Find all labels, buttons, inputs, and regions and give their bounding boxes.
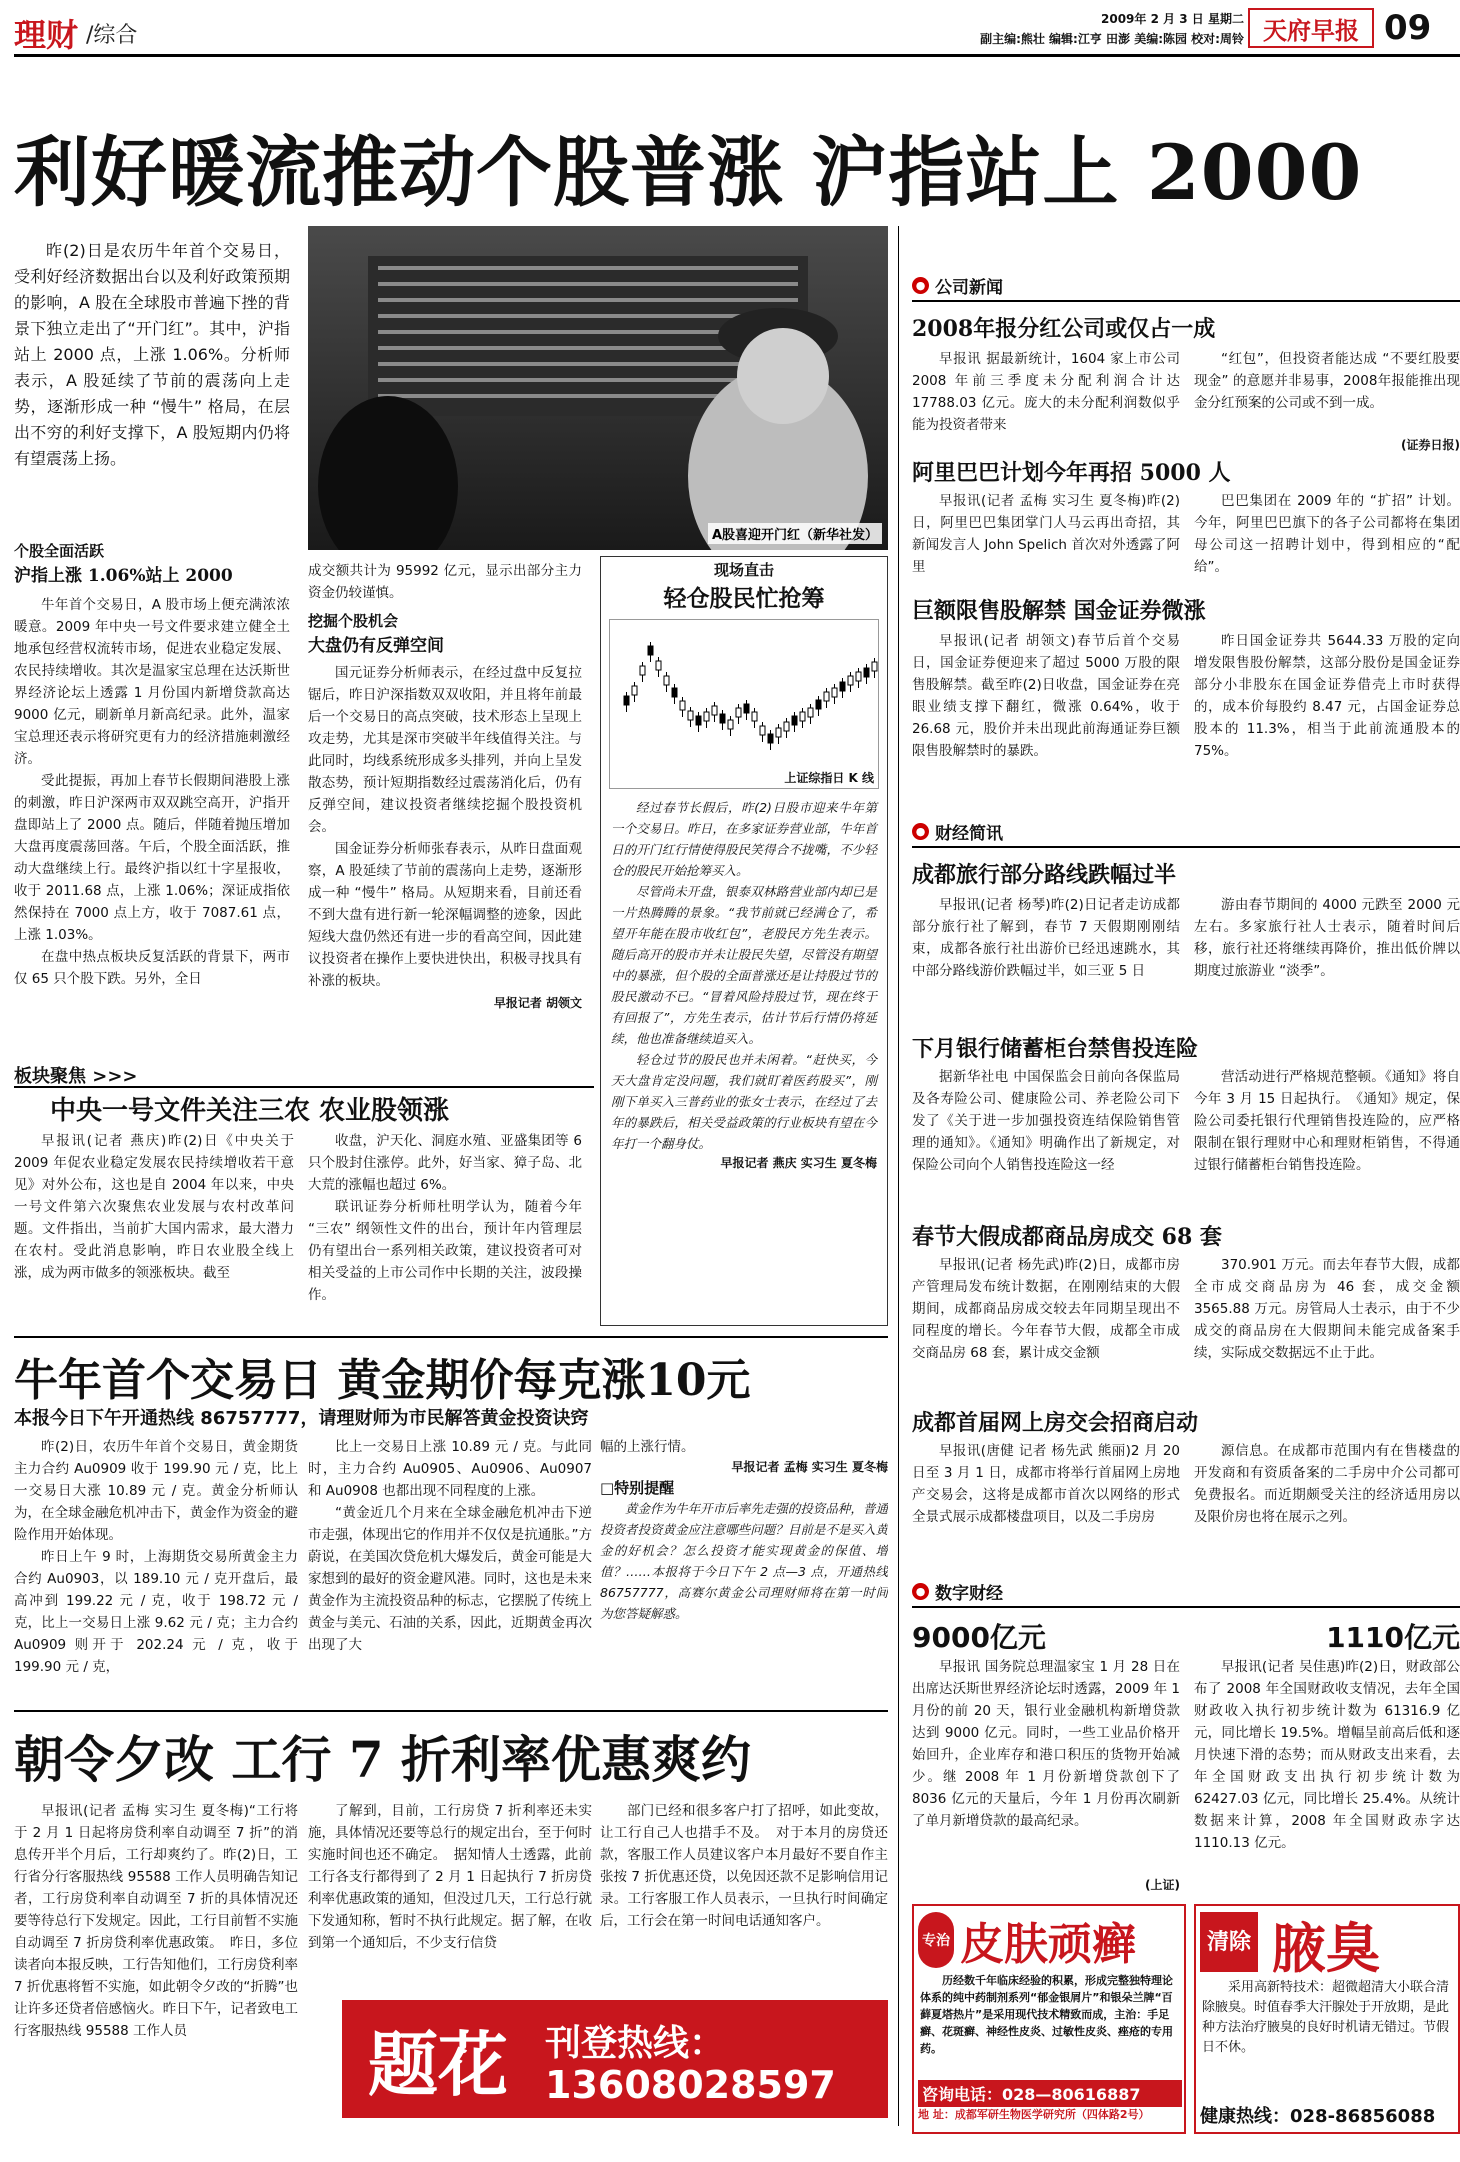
- live-paragraph: 轻仓过节的股民也并未闲着。“赶快买，今天大盘肯定没问题，我们就盯着医药股买”，刚刚下单买入三普药业的张女士表示，在经过了去年的暴跌后，相关受益政策的行业板块有望在今年打一个翻身仗。: [611, 1052, 877, 1151]
- gold-rule: [14, 1336, 888, 1338]
- candle-body: [728, 720, 733, 729]
- b2-title: 下月银行储蓄柜台禁售投连险: [912, 1036, 1199, 1062]
- photo-caption: A股喜迎开门红（新华社发）: [708, 523, 882, 544]
- a1-right: “红包”，但投资者能达成 “不要红股要现金” 的意愿并非易事，2008年报能推出现金分红预案的公司或不到一成。: [1194, 351, 1460, 411]
- odor-ad-title: 腋臭: [1272, 1916, 1380, 1980]
- b4-right: 源信息。在成都市范围内有在售楼盘的开发商和有资质备案的二手房中介公司都可免费报名。而近期颇受关注的经济适用房以及限价房也将在展示之列。: [1194, 1443, 1460, 1525]
- a2-title: 阿里巴巴计划今年再招 5000 人: [912, 460, 1231, 486]
- candle-body: [824, 692, 829, 701]
- issue-date: 2009年 2 月 3 日 星期二: [1101, 12, 1244, 26]
- sector-label: 板块聚焦 >>>: [14, 1062, 594, 1088]
- candle-body: [696, 716, 701, 725]
- icbc-column-2: 了解到，目前，工行房贷 7 折利率还未实施，具体情况还要等总行的规定出台，至于何时实施时间也还不确定。 据知情人士透露，此前工行各支行都得到了 2 月 1 日起执行 7 折房贷利率优惠政策的通知，但没过几天，工行总行就下发通知称，暂时不执行此规定。据了解，在收到第一个通知后，不少支行信贷: [308, 1803, 592, 1951]
- sub2-kicker: 挖掘个股机会: [308, 612, 399, 630]
- b3-title: 春节大假成都商品房成交 68 套: [912, 1224, 1222, 1250]
- lead-column-1: [14, 540, 290, 1060]
- sector-headline: 中央一号文件关注三农 农业股领涨: [50, 1096, 450, 1126]
- candle-body: [816, 700, 821, 709]
- company-section-title: 公司新闻: [935, 277, 1003, 298]
- sector-paragraph: 收盘，沪天化、洞庭水殖、亚盛集团等 6 只个股封住涨停。此外，好当家、獐子岛、北大荒的涨幅也超过 6%。: [308, 1133, 582, 1193]
- editor-credits: 副主编:熊壮 编辑:江亨 田澎 美编:陈园 校对:周铃: [980, 32, 1244, 46]
- stock-board-illustration: [308, 226, 888, 550]
- column-divider: [898, 226, 899, 2126]
- b4-left: 早报讯(唐健 记者 杨先武 熊丽)2 月 20 日至 3 月 1 日，成都市将举行首届网上房地产交易会，这将是成都市首次以网络的形式全景式展示成都楼盘项目，以及二手房房: [912, 1443, 1180, 1525]
- skin-ad[interactable]: [912, 1904, 1186, 2134]
- candle-body: [872, 662, 877, 671]
- a1-title: 2008年报分红公司或仅占一成: [912, 316, 1216, 342]
- candle-body: [680, 701, 685, 710]
- gold-paragraph: 比上一交易日上涨 10.89 元 / 克。与此同时，主力合约 Au0905、Au0906、Au0907 和 Au0908 也都出现不同程度的上涨。: [308, 1439, 592, 1499]
- right-column: [912, 272, 1460, 2152]
- sector-paragraph: 联讯证券分析师杜明学认为，随着今年 “三农” 纲领性文件的出台，预计年内管理层仍有望出台一系列相关政策，建议投资者可对相关受益的上市公司作中长期的关注，波段操作。: [308, 1199, 582, 1303]
- a1-left: 早报讯 据最新统计，1604 家上市公司 2008 年前三季度未分配利润合计达 17788.03 亿元。庞大的未分配利润数似乎能为投资者带来: [912, 351, 1180, 433]
- live-title: 轻仓股民忙抢筹: [663, 585, 825, 612]
- bullet-icon: ●: [912, 1583, 929, 1600]
- numbers-section-title: 数字财经: [935, 1583, 1003, 1604]
- col2-paragraph: 国金证券分析师张春表示，从昨日盘面观察，A 股延续了节前的震荡向上走势，逐渐形成一种 “慢牛” 格局。从短期来看，目前还看不到大盘有进行新一轮深幅调整的迹象，因此短线大盘仍然还有进一步的看高空间，因此建议投资者在操作上要快进快出，积极寻找具有补涨的板块。: [308, 841, 582, 989]
- live-paragraph: 尽管尚未开盘，银泰双林路营业部内却已是一片热腾腾的景象。“我节前就已经满仓了，希望开年能在股市收红包”，老股民方先生表示。随后高开的股市并未让股民失望，尽管没有期望中的暴涨，但个股的全面普涨还是让持股过节的股民激动不已。“冒着风险持股过节，现在终于有回报了”，方先生表示，估计节后行情仍将延续，他也准备继续追买入。: [611, 884, 877, 1046]
- notice-phone[interactable]: 13608028597: [545, 2063, 836, 2107]
- live-box: [600, 556, 888, 1326]
- candle-body: [776, 728, 781, 737]
- candle-body: [736, 708, 741, 717]
- odor-ad-phone[interactable]: 健康热线：028-86856088: [1200, 2106, 1436, 2127]
- candle-body: [752, 712, 757, 721]
- candle-body: [808, 708, 813, 717]
- tip-title: □特别提醒: [600, 1479, 675, 1497]
- candle-body: [864, 668, 869, 677]
- candle-body: [856, 672, 861, 681]
- col2-paragraph: 国元证券分析师表示，在经过盘中反复拉锯后，昨日沪深指数双双收阳，并且将年前最后一个交易日的高点突破，技术形态上呈现上攻走势，尤其是深市突破半年线值得关注。与此同时，均线系统形成多头排列，并向上呈发散态势，预计短期指数经过震荡消化后，仍有反弹空间，建议投资者继续挖掘个股投资机会。: [308, 665, 582, 835]
- candle-body: [720, 714, 725, 723]
- tip-text: 黄金作为牛年开市后率先走强的投资品种，普通投资者投资黄金应注意哪些问题？目前是不是买入黄金的好机会？怎么投资才能实现黄金的保值、增值？……本报将于今日下午 2 点—3 点，开通热线 86757777，高赛尔黄金公司理财师将在第一时间为您答疑解惑。: [600, 1501, 888, 1621]
- b3-right: 370.901 万元。而去年春节大假，成都全市成交商品房为 46 套，成交金额 3565.88 万元。房管局人士表示，由于不少成交的商品房在大假期间未能完成备案手续，实际成交数据远不止于此。: [1194, 1257, 1460, 1361]
- lead-column-2: [308, 560, 582, 1060]
- col1-paragraph: 牛年首个交易日，A 股市场上便充满浓浓暖意。2009 年中央一号文件要求建立健全土地承包经营权流转市场，促进农业稳定发展、农民持续增收。其次是温家宝总理在达沃斯世界经济论坛上透露 1 月份国内新增贷款高达 9000 亿元，刷新单月新高纪录。此外，温家宝总理还表示将研究更有力的经济措施刺激经济。: [14, 597, 290, 767]
- section-name: /综合: [86, 23, 138, 48]
- section-rule: [912, 1606, 1460, 1608]
- live-kicker: 现场直击: [713, 561, 774, 579]
- masthead: [14, 8, 1454, 52]
- gold-col3-text: 幅的上涨行情。: [600, 1439, 695, 1455]
- candle-body: [640, 666, 645, 675]
- candle-body: [768, 734, 773, 743]
- market-photo: [308, 226, 888, 550]
- candle-body: [664, 676, 669, 685]
- sector-column-2: [308, 1130, 582, 1330]
- icbc-column-3: 部门已经和很多客户打了招呼，如此变故，让工行自己人也措手不及。 对于本月的房贷还款，客服工作人员建议客户本月最好不要自作主张按 7 折优惠还贷，以免因还款不足影响信用记录。工行客服工作人员表示，一旦执行时间确定后，工行会在第一时间电话通知客户。: [600, 1803, 888, 1929]
- candle-body: [800, 712, 805, 721]
- paper-logo: 天府早报: [1248, 8, 1374, 48]
- a3-title: 巨额限售股解禁 国金证券微涨: [912, 598, 1206, 624]
- finance-section-title: 财经简讯: [935, 823, 1003, 844]
- candle-body: [624, 696, 629, 705]
- candle-body: [792, 716, 797, 725]
- bullet-icon: ●: [912, 823, 929, 840]
- a3-left: 早报讯(记者 胡领文)春节后首个交易日，国金证券便迎来了超过 5000 万股的限售股解禁。截至昨(2)日收盘，国金证券在亮眼业绩支撑下翻红，微涨 0.64%，收于 26.68 元，股价并未出现此前海通证券巨额限售股解禁时的暴跌。: [912, 633, 1180, 759]
- sub2-title: 大盘仍有反弹空间: [308, 636, 444, 656]
- b1-title: 成都旅行部分路线跌幅过半: [912, 862, 1177, 888]
- b2-right: 营活动进行严格规范整顿。《通知》将自今年 3 月 15 日起执行。 《通知》规定，保险公司委托银行代理销售投连险的，应严格限制在银行理财中心和理财柜销售，不得通过银行储蓄柜台销售投连险。: [1194, 1069, 1460, 1173]
- candle-body: [688, 711, 693, 720]
- odor-ad-tag: 清除: [1200, 1912, 1258, 1972]
- kline-chart: [609, 619, 879, 789]
- kline-svg: [610, 620, 878, 770]
- icbc-rule: [14, 1710, 888, 1712]
- bullet-icon: ●: [912, 277, 929, 294]
- gold-byline: 早报记者 孟梅 实习生 夏冬梅: [731, 1460, 888, 1474]
- gold-column-3: [600, 1436, 888, 1706]
- a2-left: 早报讯(记者 孟梅 实习生 夏冬梅)昨(2)日，阿里巴巴集团掌门人马云再出奇招，其新闻发言人 John Spelich 首次对外透露了阿里: [912, 493, 1180, 575]
- section-logo: 理财: [14, 16, 79, 52]
- candle-body: [672, 688, 677, 697]
- n1-figure: 9000亿元: [912, 1621, 1046, 1654]
- b2-left: 据新华社电 中国保监会日前向各保监局及各寿险公司、健康险公司、养老险公司下发了《关于进一步加强投资连结保险销售管理的通知》。《通知》明确作出了新规定，对保险公司向个人销售投连险这一经: [912, 1069, 1180, 1173]
- gold-paragraph: 昨(2)日，农历牛年首个交易日，黄金期货主力合约 Au0909 收于 199.90 元 / 克，比上一交易日大涨 10.89 元 / 克。黄金分析师认为，在全球金融危机冲击下，黄金作为资金的避险作用开始体现。: [14, 1439, 298, 1543]
- company-section-header: [912, 272, 1460, 298]
- candle-body: [712, 706, 717, 715]
- gold-column-2: [308, 1436, 592, 1706]
- gold-column-1: [14, 1436, 298, 1706]
- a2-right: 巴巴集团在 2009 年的 “扩招” 计划。今年，阿里巴巴旗下的各子公司都将在集团母公司这一招聘计划中，得到相应的“配给”。: [1194, 493, 1460, 575]
- candle-body: [848, 676, 853, 685]
- live-paragraph: 经过春节长假后，昨(2)日股市迎来牛年第一个交易日。昨日，在多家证券营业部，牛年首日的开门红行情使得股民笑得合不拢嘴，不少轻仓的股民开始抢筹买入。: [611, 800, 877, 878]
- candle-body: [760, 726, 765, 735]
- skin-ad-address: 地 址：成都军研生物医学研究所（四体路2号）: [918, 2108, 1150, 2121]
- candle-body: [648, 646, 653, 655]
- a1-source: (证券日报): [1401, 438, 1460, 452]
- odor-ad[interactable]: [1194, 1904, 1460, 2134]
- col2-byline: 早报记者 胡领文: [493, 996, 582, 1010]
- lead-headline: 利好暖流推动个股普涨 沪指站上 2000: [14, 128, 1363, 208]
- sector-column-1: 早报讯(记者 燕庆)昨(2)日《中央关于 2009 年促农业稳定发展农民持续增收若干意见》对外公布，这也是自 2004 年以来，中央一号文件第六次聚焦农业发展与农村改革问题。文件指出，当前扩大国内需求，最大潜力在农村。受此消息影响，昨日农业股全线上涨，成为两市做多的领涨板块。截至: [14, 1133, 294, 1281]
- chart-caption: 上证综指日 K 线: [784, 771, 874, 785]
- gold-subhead: 本报今日下午开通热线 86757777，请理财师为市民解答黄金投资诀窍: [14, 1408, 589, 1429]
- skin-ad-title: 皮肤顽癣: [960, 1919, 1136, 1970]
- odor-ad-text: 采用高新特技术：超微超清大小联合清除腋臭。时值春季大汗腺处于开放期，是此种方法治疗腋臭的良好时机请无错过。节假日不休。: [1202, 1980, 1450, 2055]
- gold-paragraph: “黄金近几个月来在全球金融危机冲击下逆市走强，体现出它的作用并不仅仅是抗通胀。”方蔚说，在美国次贷危机大爆发后，黄金可能是大家想到的最好的资金避风港。同时，这也是未来黄金作为主流投资品种的标志，它摆脱了传统上黄金与美元、石油的关系，因此，近期黄金再次出现了大: [308, 1505, 592, 1653]
- candle-body: [784, 722, 789, 731]
- candle-body: [832, 688, 837, 697]
- gold-headline: 牛年首个交易日 黄金期价每克涨10元: [14, 1355, 751, 1406]
- candle-body: [656, 661, 661, 670]
- n2-figure: 1110亿元: [1326, 1621, 1460, 1654]
- candle-body: [744, 704, 749, 713]
- icbc-headline: 朝令夕改 工行 7 折利率优惠爽约: [14, 1730, 752, 1789]
- candle-body: [704, 712, 709, 721]
- numbers-section-header: [912, 1578, 1460, 1604]
- b1-right: 游由春节期间的 4000 元跌至 2000 元左右。多家旅行社人士表示，随着时间后移，旅行社还将继续再降价，推出低价牌以期度过旅游业 “淡季”。: [1194, 897, 1460, 979]
- finance-section-header: [912, 818, 1460, 844]
- n1-text: 早报讯 国务院总理温家宝 1 月 28 日在出席达沃斯世界经济论坛时透露，2009 年 1 月份的前 20 天，银行业金融机构新增贷款达到 9000 亿元。同时，一些工业品价格开始回升，企业库存和港口积压的货物开始减少。继 2008 年 1 月份新增贷款创下了 8036 亿元的天量后，今年 1 月份再次刷新了单月新增贷款的最高纪录。: [912, 1659, 1180, 1829]
- section-rule: [912, 300, 1460, 302]
- notice-title: 题花: [368, 2022, 508, 2106]
- notice-label: 刊登热线：: [545, 2023, 726, 2064]
- sub1-title: 沪指上涨 1.06%站上 2000: [14, 566, 233, 586]
- lead-intro: 昨(2)日是农历牛年首个交易日，受利好经济数据出台以及利好政策预期的影响，A 股在全球股市普遍下挫的背景下独立走出了“开门红”。其中，沪指站上 2000 点，上涨 1.06%。分析师表示，A 股延续了节前的震荡向上走势，逐渐形成一种 “慢牛” 格局，在层出不穷的利好支撑下，A 股短期内仍将有望震荡上扬。: [14, 241, 290, 468]
- icbc-column-1: 早报讯(记者 孟梅 实习生 夏冬梅)“工行将于 2 月 1 日起将房贷利率自动调至 7 折”的消息传开半个月后，工行却爽约了。昨(2)日，工行省分行客服热线 95588 工作人员明确告知记者，工行房贷利率自动调至 7 折的具体情况还要等待总行下发规定。因此，工行目前暂不实施自动调至 7 折房贷利率优惠政策。 昨日，多位读者向本报反映，工行告知他们，工行房贷利率 7 折优惠将暂不实施，如此朝令夕改的“折腾”也让许多还贷者倍感恼火。昨日下午，记者致电工行客服热线 95588 工作人员: [14, 1803, 298, 2039]
- b4-title: 成都首届网上房交会招商启动: [912, 1410, 1199, 1436]
- col1-paragraph: 在盘中热点板块反复活跃的背景下，两市仅 65 只个股下跌。另外，全日: [14, 949, 290, 987]
- col1-paragraph: 受此提振，再加上春节长假期间港股上涨的刺激，昨日沪深两市双双跳空高开，沪指开盘即站上了 2000 点。随后，伴随着抛压增加大盘再度震荡回落。午后，个股全面活跃，推动大盘继续上行。最终沪指以红十字星报收，收于 2011.68 点，上涨 1.06%；深证成指依然保持在 7000 点上方，收于 7087.61 点，上涨 1.03%。: [14, 773, 290, 943]
- b3-left: 早报讯(记者 杨先武)昨(2)日，成都市房产管理局发布统计数据，在刚刚结束的大假期间，成都商品房成交较去年同期呈现出不同程度的增长。今年春节大假，成都全市成交商品房 68 套，累计成交金额: [912, 1257, 1180, 1361]
- n2-text: 早报讯(记者 吴佳惠)昨(2)日，财政部公布了 2008 年全国财政收支情况，去年全国财政收入执行初步统计数为 61316.9 亿元，同比增长 19.5%。增幅呈前高后低和逐月快速下滑的态势；而从财政支出来看，去年全国财政支出执行初步统计数为 62427.03 亿元，同比增长 25.4%。从统计数据来计算，2008 年全国财政赤字达 1110.13 亿元。: [1194, 1659, 1460, 1851]
- skin-ad-text: 历经数千年临床经验的积累，形成完整独特理论体系的纯中药制剂系列“郁金银屑片”和银朵兰牌“百藓夏塔热片”是采用现代技术精致而成，主治：手足癣、花斑癣、神经性皮炎、过敏性皮炎、痤疮的专用药。: [920, 1974, 1173, 2055]
- b1-left: 早报讯(记者 杨琴)昨(2)日记者走访成都部分旅行社了解到，春节 7 天假期刚刚结束，成都各旅行社出游价已经迅速跳水，其中部分路线游价跌幅过半，如三亚 5 日: [912, 897, 1180, 979]
- gold-paragraph: 昨日上午 9 时，上海期货交易所黄金主力合约 Au0903，以 189.10 元 / 克开盘后，最高冲到 199.22 元 / 克，收于 198.72 元 / 克，比上一交易日上涨 9.62 元 / 克；主力合约 Au0909 则开于 202.24 元 / 克，收于 199.90 元 / 克，: [14, 1549, 298, 1675]
- candle-body: [632, 686, 637, 695]
- skin-ad-phone[interactable]: 咨询电话：028—80616887: [918, 2080, 1182, 2107]
- a3-right: 昨日国金证券共 5644.33 万股的定向增发限售股份解禁，这部分股份是国金证券部分小非股东在国金证券借壳上市时获得的，成本价每股约 8.47 元，占国金证券总股本的 11.3%，相当于此前流通股本的 75%。: [1194, 633, 1460, 759]
- skin-ad-tag: 专治: [918, 1912, 954, 1968]
- live-byline: 早报记者 燕庆 实习生 夏冬梅: [720, 1156, 877, 1170]
- notice-ad[interactable]: [342, 2000, 888, 2118]
- section-rule: [912, 846, 1460, 848]
- page-number: 09: [1384, 8, 1432, 48]
- col2-top: 成交额共计为 95992 亿元，显示出部分主力资金仍较谨慎。: [308, 563, 582, 601]
- candle-body: [840, 682, 845, 691]
- n1-source: (上证): [1145, 1878, 1180, 1892]
- masthead-rule: [14, 54, 1460, 57]
- sub1-kicker: 个股全面活跃: [14, 542, 105, 560]
